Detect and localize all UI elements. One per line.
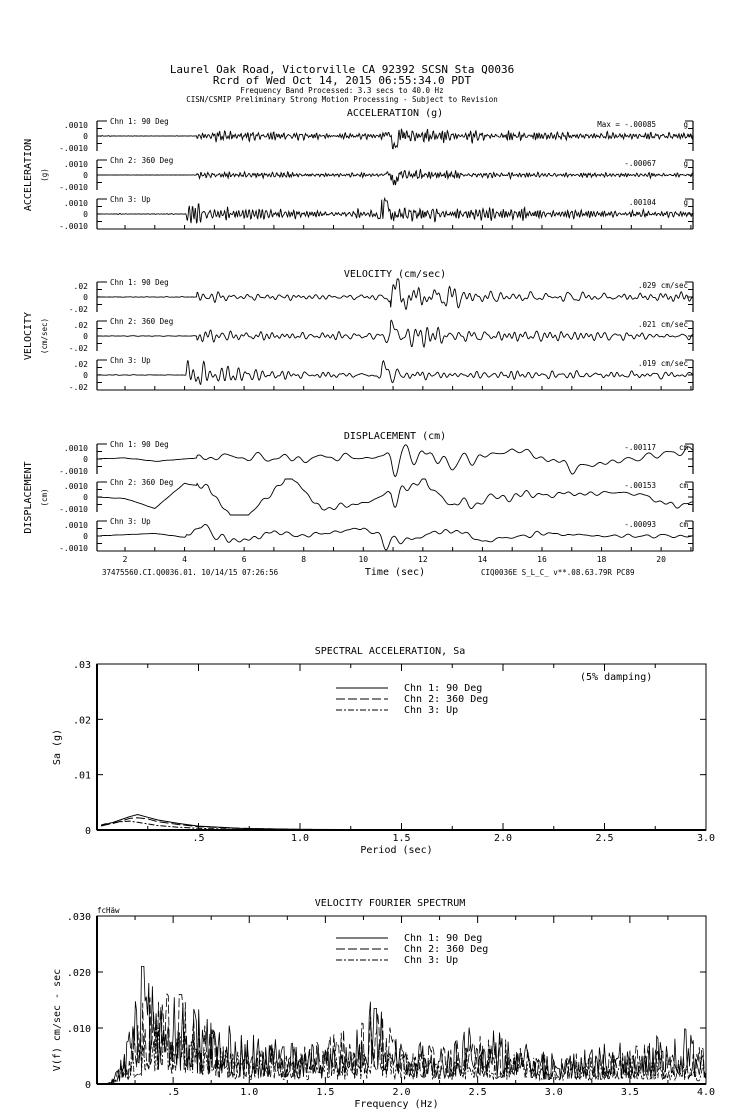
peak-value: -.00093	[624, 520, 656, 529]
channel-3	[59, 195, 693, 231]
y-tick-label-zero: 0	[83, 132, 88, 141]
y-tick-label-zero: 0	[83, 210, 88, 219]
y-tick-label-top: .0010	[63, 444, 88, 453]
section-displacement	[23, 431, 693, 553]
x-tick-label: 3.0	[696, 833, 716, 844]
y-tick-label-zero: 0	[83, 493, 88, 502]
section-acceleration	[23, 108, 693, 231]
y-tick-label: 0	[84, 1080, 91, 1091]
x-tick-label: 3.5	[620, 1087, 639, 1098]
y-axis-label: ACCELERATION	[23, 138, 34, 212]
peak-unit: g	[683, 159, 688, 168]
waveform-trace	[97, 479, 693, 515]
channel-name: Chn 2: 360 Deg	[110, 478, 174, 487]
channel-name: Chn 3: Up	[110, 517, 151, 526]
x-tick-label: 2.5	[468, 1087, 487, 1098]
x-tick-label: 1.5	[392, 833, 411, 844]
peak-unit: cm	[678, 520, 688, 529]
peak-value: .021	[637, 320, 656, 329]
channel-name: Chn 1: 90 Deg	[110, 117, 169, 126]
x-tick-label: 14	[477, 555, 488, 564]
y-tick-label: .03	[72, 660, 91, 671]
y-tick-label-bottom: -.0010	[59, 222, 88, 231]
peak-value: -.00153	[624, 481, 656, 490]
peak-value: .00104	[628, 198, 656, 207]
chart-title: VELOCITY FOURIER SPECTRUM	[314, 898, 466, 909]
y-axis-unit: (g)	[40, 168, 49, 182]
x-tick-label: 4	[182, 555, 187, 564]
fourier-spectrum-chart	[52, 898, 715, 1110]
channel-1	[69, 278, 693, 314]
legend-label: Chn 3: Up	[404, 705, 459, 716]
peak-value: -.00067	[624, 159, 656, 168]
y-tick-label-bottom: -.0010	[59, 544, 88, 553]
channel-3	[69, 356, 693, 392]
x-tick-label: 12	[418, 555, 428, 564]
x-tick-label: 4.0	[696, 1087, 716, 1098]
y-tick-label-bottom: -.02	[68, 344, 88, 353]
peak-value: -.00117	[624, 443, 656, 452]
x-tick-label: 1.5	[316, 1087, 335, 1098]
frequency-band: Frequency Band Processed: 3.3 secs to 40.0 Hz	[240, 86, 444, 95]
y-axis-label: V(f) cm/sec - sec	[52, 968, 63, 1072]
peak-value: .019	[637, 359, 656, 368]
peak-unit: cm	[678, 481, 688, 490]
channel-name: Chn 2: 360 Deg	[110, 317, 174, 326]
legend-label: Chn 2: 360 Deg	[404, 694, 489, 705]
processing-version: CIQ0036E S_L_C_ v**.08.63.79R PC89	[481, 568, 635, 577]
section-velocity	[23, 269, 693, 392]
y-tick-label-top: .0010	[63, 521, 88, 530]
y-tick-label-bottom: -.0010	[59, 183, 88, 192]
y-tick-label-top: .02	[73, 282, 88, 291]
peak-unit: g	[683, 120, 688, 129]
x-tick-label: 1.0	[240, 1087, 259, 1098]
y-axis-label: VELOCITY	[23, 311, 34, 361]
waveform-trace	[97, 198, 693, 223]
x-axis-label: Time (sec)	[364, 567, 426, 578]
x-tick-label: 6	[241, 555, 247, 564]
y-tick-label-zero: 0	[83, 371, 88, 380]
spectral-acceleration-chart	[52, 646, 715, 856]
channel-name: Chn 3: Up	[110, 195, 151, 204]
channel-2	[69, 317, 693, 353]
x-tick-label: 10	[358, 555, 369, 564]
x-axis-label: Frequency (Hz)	[354, 1099, 439, 1110]
plot-frame	[97, 664, 706, 830]
channel-3	[59, 517, 693, 553]
section-title: VELOCITY (cm/sec)	[343, 269, 447, 280]
y-tick-label-top: .0010	[63, 199, 88, 208]
chart-title: SPECTRAL ACCELERATION, Sa	[314, 646, 466, 657]
y-axis-label: Sa (g)	[52, 728, 63, 766]
y-axis-label: DISPLACEMENT	[23, 461, 34, 534]
x-tick-label: 16	[537, 555, 547, 564]
channel-name: Chn 1: 90 Deg	[110, 278, 169, 287]
y-tick-label-bottom: -.0010	[59, 505, 88, 514]
waveform-trace	[97, 279, 693, 309]
x-tick-label: .5	[167, 1087, 180, 1098]
waveform-trace	[97, 320, 693, 347]
y-tick-label: .02	[72, 715, 91, 727]
y-tick-label: .010	[66, 1024, 91, 1035]
y-tick-label-zero: 0	[83, 171, 88, 180]
peak-unit: g	[683, 198, 688, 207]
waveform-trace	[97, 361, 693, 385]
y-tick-label-top: .02	[73, 321, 88, 330]
y-tick-label: .030	[66, 912, 91, 923]
y-axis-unit: (cm)	[40, 488, 49, 507]
processing-note: CISN/CSMIP Preliminary Strong Motion Processing - Subject to Revision	[186, 95, 498, 104]
station-title: Laurel Oak Road, Victorville CA 92392 SCSN Sta Q0036	[169, 63, 515, 76]
legend-label: Chn 2: 360 Deg	[404, 944, 489, 955]
series-1-line	[101, 815, 706, 830]
peak-unit: cm/sec	[660, 359, 688, 368]
peak-unit: cm/sec	[660, 281, 688, 290]
legend-label: Chn 3: Up	[404, 955, 459, 966]
y-tick-label-bottom: -.02	[68, 305, 88, 314]
channel-name: Chn 1: 90 Deg	[110, 440, 169, 449]
section-title: DISPLACEMENT (cm)	[343, 431, 447, 442]
y-tick-label-bottom: -.02	[68, 383, 88, 392]
legend-label: Chn 1: 90 Deg	[404, 933, 483, 944]
peak-unit: cm/sec	[660, 320, 688, 329]
corner-label: fcHäw	[97, 906, 120, 915]
legend-label: Chn 1: 90 Deg	[404, 683, 483, 694]
y-tick-label-bottom: -.0010	[59, 467, 88, 476]
channel-1	[59, 117, 693, 153]
y-tick-label: .020	[66, 968, 91, 979]
y-tick-label-zero: 0	[83, 532, 88, 541]
x-tick-label: 20	[656, 555, 666, 564]
x-tick-label: 3.0	[544, 1087, 563, 1098]
y-tick-label-zero: 0	[83, 293, 88, 302]
waveform-trace	[97, 525, 693, 551]
x-axis-label: Period (sec)	[360, 845, 433, 856]
time-series-plots	[23, 108, 693, 578]
y-tick-label-top: .0010	[63, 482, 88, 491]
legend	[336, 933, 488, 966]
y-tick-label-bottom: -.0010	[59, 144, 88, 153]
waveform-trace	[97, 169, 693, 185]
channel-name: Chn 2: 360 Deg	[110, 156, 174, 165]
section-title: ACCELERATION (g)	[346, 108, 444, 119]
x-tick-label: 2.5	[595, 833, 614, 844]
y-tick-label-top: .02	[73, 360, 88, 369]
channel-name: Chn 3: Up	[110, 356, 151, 365]
x-tick-label: .5	[192, 833, 205, 844]
legend	[336, 683, 488, 716]
y-tick-label-top: .0010	[63, 121, 88, 130]
x-tick-label: 18	[596, 555, 607, 564]
x-tick-label: 2.0	[493, 833, 513, 844]
y-tick-label: 0	[84, 826, 91, 837]
y-tick-label-top: .0010	[63, 160, 88, 169]
peak-value: .029	[637, 281, 656, 290]
series-3-line	[100, 1025, 705, 1084]
channel-1	[59, 440, 693, 477]
y-axis-unit: (cm/sec)	[40, 317, 49, 355]
waveform-trace	[97, 129, 693, 149]
y-tick-label: .01	[72, 770, 91, 782]
x-tick-label: 8	[301, 555, 307, 564]
x-tick-label: 1.0	[290, 833, 310, 844]
channel-2	[59, 156, 693, 192]
damping-note: (5% damping)	[580, 672, 653, 683]
peak-value: Max = -.00085	[597, 120, 656, 129]
peak-unit: cm	[678, 443, 688, 452]
series-2-line	[101, 818, 706, 830]
channel-2	[59, 478, 693, 515]
report-header	[170, 63, 514, 104]
record-time: Rcrd of Wed Oct 14, 2015 06:55:34.0 PDT	[212, 74, 472, 87]
time-axis	[102, 555, 666, 578]
y-tick-label-zero: 0	[83, 455, 88, 464]
waveform-trace	[97, 445, 693, 477]
x-tick-label: 2.0	[392, 1087, 411, 1098]
record-id: 37475560.CI.Q0036.01. 10/14/15 07:26:56	[102, 568, 279, 577]
x-tick-label: 2	[122, 555, 128, 564]
y-tick-label-zero: 0	[83, 332, 88, 341]
